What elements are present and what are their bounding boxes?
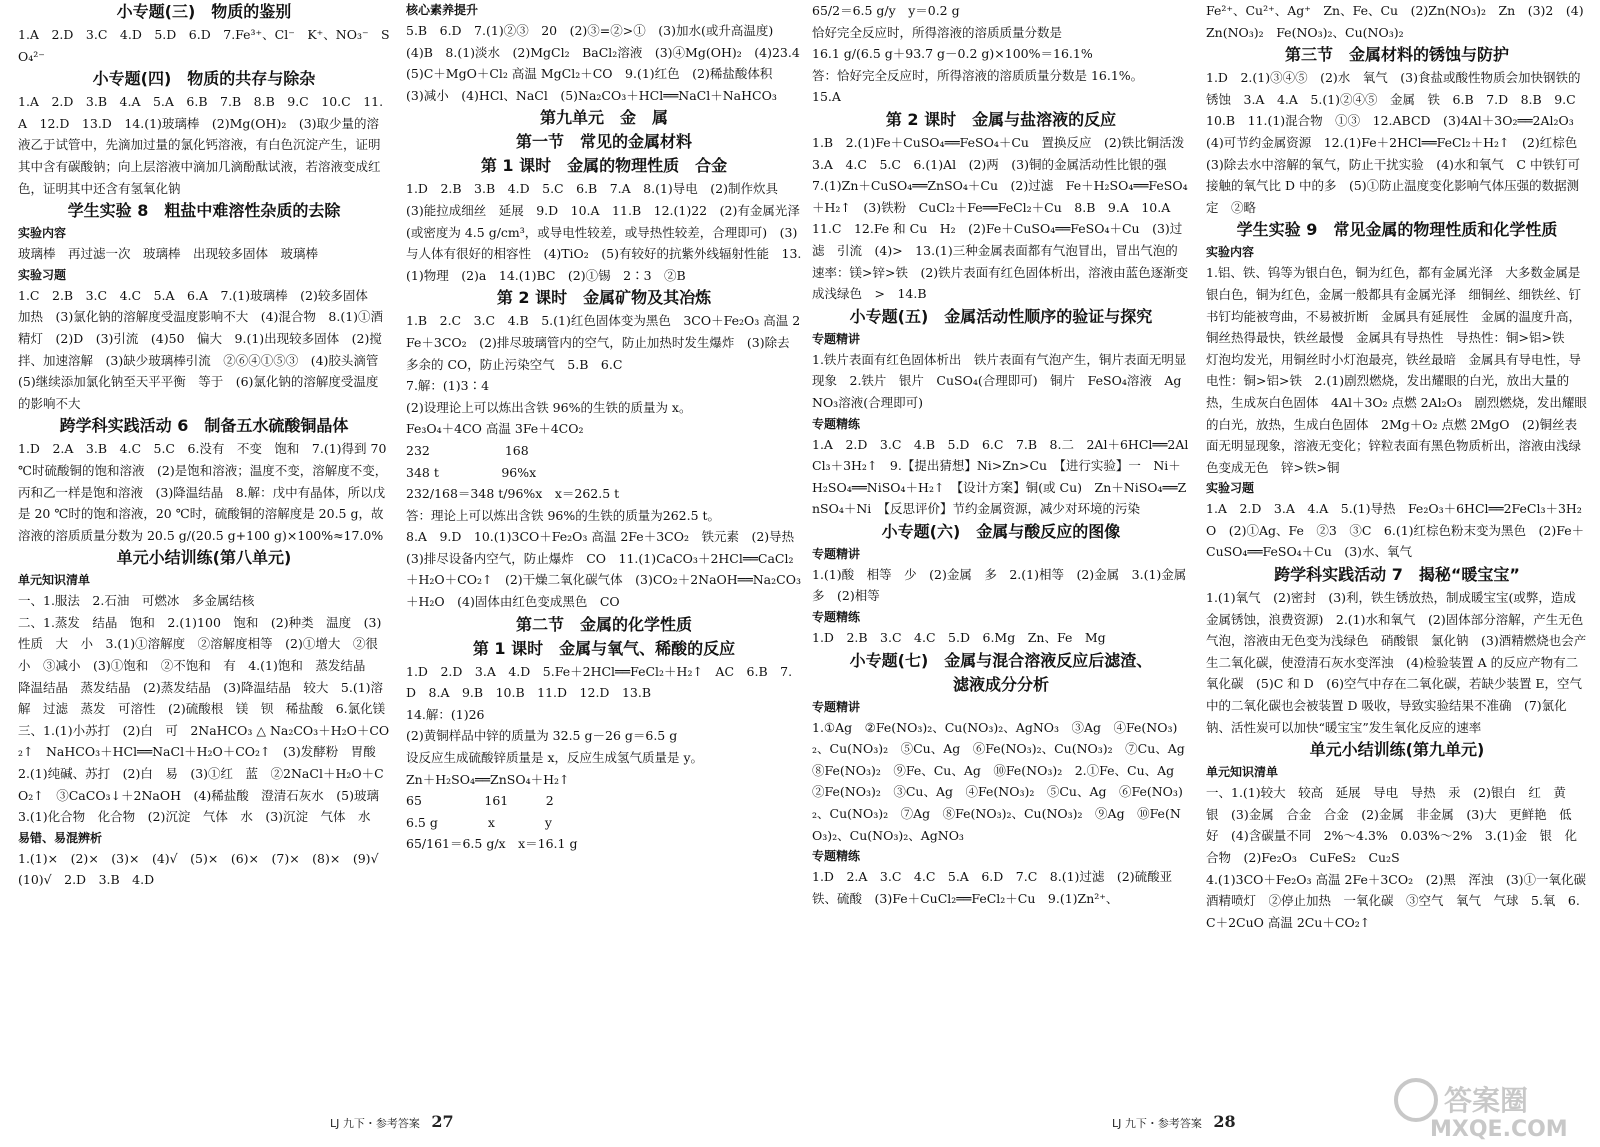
answer-text: (2)黄铜样品中锌的质量为 32.5 g－26 g＝6.5 g — [406, 728, 678, 744]
answer-text: 1.①Ag ②Fe(NO₃)₂、Cu(NO₃)₂、AgNO₃ ③Ag ④Fe(NO₃)₂、Cu(NO₃)₂ ⑤Cu、Ag ⑥Fe(NO₃)₂、Cu(NO₃)₂ ⑦Cu、Ag ⑧Fe(NO₃)₂ ⑨Fe、Cu、Ag ⑩Fe(NO₃)₂ 2.①Fe、Cu、Ag ②Fe(NO₃)₂ ③Cu、Ag ④Fe(NO₃)₂ ⑤Cu、Ag ⑥Fe(NO₃)₂、Cu(NO₃)₂ ⑦Ag ⑧Fe(NO₃)₂、Cu(NO₃)₂ ⑨Ag ⑩Fe(NO₃)₂、Cu(NO₃)₂、AgNO₃ — [812, 719, 1198, 843]
section-heading: 滤液成分分析 — [952, 674, 1049, 694]
section-heading: 小专题(四) 物质的共存与除杂 — [92, 69, 316, 89]
answer-text: 1.D 2.B 3.B 4.D 5.C 6.B 7.A 8.(1)导电 (2)制作炊具 (3)能拉成细丝 延展 9.D 10.A 11.B 12.(1)22 (2)有金属光泽(或密度为 4.5 g/cm³，或导电性较差，或导热性较差，合理即可) (3)与人体有很好的相容性 (4)TiO₂ (5)有较好的抗紫外线辐射性能 13.(1)物理 (2)a 14.(1)BC (2)①锡 2∶3 ②B — [406, 181, 802, 283]
answer-text: 1.A 2.D 3.B 4.A 5.A 6.B 7.B 8.B 9.C 10.C 11.A 12.D 13.D 14.(1)玻璃棒 (2)Mg(OH)₂ (3)取少量的溶液乙于试管中，先滴加过量的氯化钙溶液，有白色沉淀产生，证明其中含有碳酸钠；向上层溶液中滴加几滴酚酞试液，若溶液变成红色，证明其中还含有氢氧化钠 — [18, 94, 384, 196]
answer-text: 1.(1)× (2)× (3)× (4)√ (5)× (6)× (7)× (8)× (9)√ (10)√ 2.D 3.B 4.D — [18, 850, 392, 888]
answer-text: (2)设理论上可以炼出含铁 96%的生铁的质量为 x。 — [406, 399, 692, 415]
subsection-label: 单元知识清单 — [18, 573, 91, 588]
answer-text: 1.D 2.B 3.C 4.C 5.D 6.Mg Zn、Fe Mg — [812, 630, 1106, 646]
section-heading: 第 1 课时 金属与氧气、稀酸的反应 — [472, 638, 736, 658]
section-heading: 小专题(五) 金属活动性顺序的验证与探究 — [849, 306, 1153, 326]
column-3 — [812, 0, 1199, 909]
page-footer-right — [1112, 1112, 1236, 1131]
answer-text: 1.A 2.D 3.C 4.B 5.D 6.C 7.B 8.二 2Al＋6HCl══2AlCl₃＋3H₂↑ 9.【提出猜想】Ni>Zn>Cu 【进行实验】一 Ni＋H₂SO₄══NiSO₄＋H₂↑ 【设计方案】铜(或 Cu) Zn＋NiSO₄══ZnSO₄＋Ni 【反思评价】节约金属资源，减少对环境的污染 — [812, 436, 1189, 517]
answer-text: 348 t 96%x — [406, 464, 537, 480]
section-heading: 第 1 课时 金属的物理性质 合金 — [480, 156, 728, 176]
answer-text: 1.D 2.A 3.B 4.C 5.C 6.没有 不变 饱和 7.(1)得到 70 ℃时硫酸铜的饱和溶液 (2)是饱和溶液；温度不变，溶解度不变，丙和乙一样是饱和溶液 (3)降温结晶 8.解：戊中有晶体，所以戊是 20 ℃时的饱和溶液，20 ℃时，硫酸铜的溶解度是 20.5 g，故溶液的溶质质量分数为 20.5 g/(20.5 g+100 g)×100%≈17.0% — [18, 441, 388, 543]
section-heading: 第一节 常见的金属材料 — [515, 132, 692, 152]
answer-text: 1.(1)酸 相等 少 (2)金属 多 2.(1)相等 (2)金属 3.(1)金属 多 (2)相等 — [812, 566, 1199, 604]
section-heading: 第 2 课时 金属矿物及其冶炼 — [496, 288, 712, 308]
section-heading: 学生实验 9 常见金属的物理性质和化学性质 — [1236, 220, 1558, 240]
answer-text: 一、1.(1)较大 较高 延展 导电 导热 汞 (2)银白 红 黄 银 (3)金属 合金 合金 (2)金属 非金属 (3)大 更鲜艳 低 好 (4)含碳量不同 2%～4.3% 0.03%～2% 3.(1)金 银 化合物 (2)Fe₂O₃ CuFeS₂ Cu₂S — [1206, 785, 1585, 865]
section-heading: 单元小结训练(第八单元) — [116, 548, 292, 568]
watermark-text: 答案圈 — [1444, 1084, 1529, 1117]
answer-text: 一、1.服法 2.石油 可燃冰 多金属结核 — [18, 593, 255, 609]
answer-text: 1.D 2.(1)③④⑤ (2)水 氧气 (3)食盐或酸性物质会加快钢铁的锈蚀 3.A 4.A 5.(1)②④⑤ 金属 铁 6.B 7.D 8.B 9.C 10.B 11.(1)混合物 ①③ 12.ABCD (3)4Al＋3O₂══2Al₂O₃ (4)可节约金属资源 12.(1)Fe＋2HCl══FeCl₂＋H₂↑ (2)红棕色 (3)除去水中溶解的氧气，防止干扰实验 (4)水和氧气 C 中铁钉可接触的氧气比 D 中的多 (5)①防止温度变化影响气体压强的数据测定 ②略 — [1206, 70, 1590, 215]
subsection-label: 核心素养提升 — [406, 3, 479, 17]
answer-text: 1.B 2.C 3.C 4.B 5.(1)红色固体变为黑色 3CO＋Fe₂O₃ 高温 2Fe＋3CO₂ (2)排尽玻璃管内的空气，防止加热时发生爆炸 (3)除去多余的 CO，防止污染空气 5.B 6.C — [406, 313, 801, 372]
answer-text: 14.解：(1)26 — [406, 706, 485, 722]
answer-text: 1.铝、铁、钨等为银白色，铜为红色，都有金属光泽 大多数金属是银白色，铜为红色，金属一般都具有金属光泽 细铜丝、细铁丝、钉书钉均能被弯曲，不易被折断 金属具有延展性 金属的温度升高，铜丝热得最快，铁丝最慢 金属具有导热性 导热性：铜>铝>铁 灯泡均发光，用铜丝时小灯泡最亮，铁丝最暗 金属具有导电性，导电性：铜>铝>铁 2.(1)剧烈燃烧，发出耀眼的白光，放出大量的热，生成灰白色固体 4Al＋3O₂ 点燃 2Al₂O₃ 剧烈燃烧，发出耀眼的白光，放热，生成白色固体 2Mg＋O₂ 点燃 2MgO (2)铜丝表面无明显现象，溶液无变化；锌粒表面有黑色物质析出，溶液由浅绿色变成无色 锌>铁>铜 — [1206, 265, 1587, 475]
section-heading: 跨学科实践活动 6 制备五水硫酸铜晶体 — [59, 416, 349, 436]
answer-text: 15.A — [812, 89, 841, 105]
column-4 — [1206, 0, 1599, 933]
answer-text: 65/2＝6.5 g/y y＝0.2 g — [812, 3, 960, 18]
subsection-label: 专题精练 — [812, 610, 861, 625]
subsection-label: 实验内容 — [1206, 245, 1255, 260]
watermark-circle-icon — [1396, 1080, 1436, 1120]
answer-text: 232 168 — [406, 442, 529, 458]
subsection-label: 专题精讲 — [812, 699, 861, 714]
answer-text: 1.D 2.D 3.A 4.D 5.Fe＋2HCl══FeCl₂＋H₂↑ AC 6.B 7.D 8.A 9.B 10.B 11.D 12.D 13.B — [406, 663, 793, 701]
section-heading: 跨学科实践活动 7 揭秘“暖宝宝” — [1274, 565, 1520, 585]
answer-text: Zn＋H₂SO₄══ZnSO₄＋H₂↑ — [406, 771, 570, 787]
answer-text: 65 161 2 — [406, 793, 554, 809]
section-heading: 单元小结训练(第九单元) — [1309, 740, 1485, 760]
answer-text: Fe²⁺、Cu²⁺、Ag⁺ Zn、Fe、Cu (2)Zn(NO₃)₂ Zn (3)2 (4)Zn(NO₃)₂ Fe(NO₃)₂、Cu(NO₃)₂ — [1206, 3, 1584, 40]
section-heading: 小专题(三) 物质的鉴别 — [116, 2, 292, 21]
answer-text: 设反应生成硫酸锌质量是 x，反应生成氢气质量是 y。 — [406, 750, 704, 766]
answer-text: 7.解：(1)3∶4 — [406, 378, 490, 394]
answer-text: 答：恰好完全反应时，所得溶液的溶质质量分数是 16.1%。 — [812, 67, 1144, 83]
answer-text: 恰好完全反应时，所得溶液的溶质质量分数是 — [812, 24, 1063, 40]
subsection-label: 实验习题 — [1206, 481, 1255, 496]
answer-text: 1.C 2.B 3.C 4.C 5.A 6.A 7.(1)玻璃棒 (2)较多固体 加热 (3)氯化钠的溶解度受温度影响不大 (4)混合物 8.(1)①酒精灯 (2)D (3)引流 (4)50 偏大 9.(1)出现较多固体 (2)搅拌、加速溶解 (3)缺少玻璃棒引流 ②⑥④①⑤③ (4)胶头滴管 (5)继续添加氯化钠至天平平衡 等于 (6)氯化钠的溶解度受温度的影响不大 — [18, 287, 391, 411]
subsection-label: 实验习题 — [18, 267, 67, 282]
answer-text: Fe₃O₄＋4CO 高温 3Fe＋4CO₂ — [406, 421, 584, 437]
page-number: 27 — [431, 1112, 454, 1131]
answer-text: 16.1 g/(6.5 g＋93.7 g－0.2 g)×100%＝16.1% — [812, 46, 1093, 62]
subsection-label: 专题精练 — [812, 849, 861, 864]
subsection-label: 实验内容 — [18, 226, 67, 241]
watermark-logo — [1390, 1072, 1590, 1142]
answer-text: 1.A 2.D 3.C 4.D 5.D 6.D 7.Fe³⁺、Cl⁻ K⁺、NO₃⁻ SO₄²⁻ — [18, 27, 390, 64]
footer-label: LJ 九下・参考答案 — [330, 1117, 420, 1130]
subsection-label: 单元知识清单 — [1206, 765, 1279, 780]
subsection-label: 易错、易混辨析 — [18, 830, 103, 845]
section-heading: 第三节 金属材料的锈蚀与防护 — [1284, 45, 1509, 65]
column-1 — [18, 0, 390, 891]
answer-text: 答：理论上可以炼出含铁 96%的生铁的质量为262.5 t。 — [406, 507, 721, 523]
answer-text: 1.(1)氧气 (2)密封 (3)利，铁生锈放热，制成暖宝宝(或弊，造成金属锈蚀，浪费资源) 2.(1)水和氧气 (2)固体部分溶解，产生无色气泡，溶液由无色变为浅绿色 硝酸银 氯化钠 (3)酒精燃烧也会产生二氧化碳，使澄清石灰水变浑浊 (4)检验装置 A 的反应产物有二氧化碳 (5)C 和 D (6)空气中存在二氧化碳，若缺少装置 E，空气中的二氧化碳也会被装置 D 吸收，导致实验结果不准确 (7)氯化钠、活性炭可以加快“暖宝宝”发生氧化反应的速率 — [1206, 590, 1587, 735]
answer-text: 1.B 2.(1)Fe＋CuSO₄══FeSO₄＋Cu 置换反应 (2)铁比铜活泼 3.A 4.C 5.C 6.(1)Al (2)两 (3)铜的金属活动性比银的强 7.(1)Zn＋CuSO₄══ZnSO₄＋Cu (2)过滤 Fe＋H₂SO₄══FeSO₄＋H₂↑ (3)铁粉 CuCl₂＋Fe══FeCl₂＋Cu 8.B 9.A 10.A 11.C 12.Fe 和 Cu H₂ (2)Fe＋CuSO₄══FeSO₄＋Cu (3)过滤 引流 (4)> 13.(1)三种金属表面都有气泡冒出，冒出气泡的速率：镁>锌>铁 (2)铁片表面有红色固体析出，溶液由蓝色逐渐变成浅绿色 > 14.B — [812, 134, 1197, 302]
column-2 — [406, 0, 813, 855]
answer-text: 8.A 9.D 10.(1)3CO＋Fe₂O₃ 高温 2Fe＋3CO₂ 铁元素 (2)导热 (3)排尽设备内空气，防止爆炸 CO 11.(1)CaCO₃＋2HCl══CaCl₂＋H₂O＋CO₂↑ (2)干燥二氧化碳气体 (3)CO₂＋2NaOH══Na₂CO₃＋H₂O (4)固体由红色变成黑色 CO — [406, 529, 807, 610]
subsection-label: 专题精讲 — [812, 546, 861, 561]
answer-text: 232/168＝348 t/96%x x＝262.5 t — [406, 486, 620, 502]
watermark-url: MXQE.COM — [1430, 1117, 1568, 1142]
page-footer-left — [330, 1112, 454, 1131]
page-number: 28 — [1213, 1112, 1236, 1131]
answer-text: 1.D 2.A 3.C 4.C 5.A 6.D 7.C 8.(1)过滤 (2)硫酸亚铁、硫酸 (3)Fe＋CuCl₂══FeCl₂＋Cu 9.(1)Zn²⁺、 — [812, 869, 1173, 906]
subsection-label: 专题精练 — [812, 416, 861, 431]
answer-text: 4.(1)3CO＋Fe₂O₃ 高温 2Fe＋3CO₂ (2)黑 浑浊 (3)①一氧化碳 酒精喷灯 ②停止加热 一氧化碳 ③空气 氧气 气球 5.氧 6.C＋2CuO 高温 2Cu＋CO₂↑ — [1206, 871, 1599, 930]
answer-text: 三、1.(1)小苏打 (2)白 可 2NaHCO₃ △ Na₂CO₃＋H₂O＋CO₂↑ NaHCO₃＋HCl══NaCl＋H₂O＋CO₂↑ (3)发酵粉 胃酸 2.(1)纯碱、苏打 (2)白 易 (3)①红 蓝 ②2NaCl＋H₂O＋CO₂↑ ③CaCO₃↓＋2NaOH (4)稀盐酸 澄清石灰水 (5)玻璃 3.(1)化合物 化合物 (2)沉淀 气体 水 (3)沉淀 气体 水 — [18, 722, 392, 825]
section-heading: 第二节 金属的化学性质 — [515, 614, 692, 634]
section-heading: 第九单元 金 属 — [539, 108, 668, 128]
answer-text: 1.铁片表面有红色固体析出 铁片表面有气泡产生，铜片表面无明显现象 2.铁片 银片 CuSO₄(合理即可) 铜片 FeSO₄溶液 AgNO₃溶液(合理即可) — [812, 351, 1187, 410]
section-heading: 学生实验 8 粗盐中难溶性杂质的去除 — [67, 201, 341, 221]
answer-text: 玻璃棒 再过滤一次 玻璃棒 出现较多固体 玻璃棒 — [18, 246, 319, 262]
answer-text: 5.B 6.D 7.(1)②③ 20 (2)③=②>① (3)加水(或升高温度) (4)B 8.(1)淡水 (2)MgCl₂ BaCl₂溶液 (3)④Mg(OH)₂ (4)23.4 (5)C＋MgO＋Cl₂ 高温 MgCl₂＋CO 9.(1)红色 (2)稀盐酸体积 (3)减小 (4)HCl、NaCl (5)Na₂CO₃＋HCl══NaCl＋NaHCO₃ — [406, 23, 813, 103]
answer-text: 1.A 2.D 3.A 4.A 5.(1)导热 Fe₂O₃＋6HCl══2FeCl₃＋3H₂O (2)①Ag、Fe ②3 ③C 6.(1)红棕色粉末变为黑色 (2)Fe＋CuSO₄══FeSO₄＋Cu (3)水、氧气 — [1206, 501, 1585, 560]
answer-text: 二、1.蒸发 结晶 饱和 2.(1)100 饱和 (2)种类 温度 (3)性质 大 小 3.(1)①溶解度 ②溶解度相等 (2)①增大 ②很小 ③减小 (3)①饱和 ②不饱和 有 4.(1)饱和 蒸发结晶 降温结晶 蒸发结晶 (2)蒸发结晶 (3)降温结晶 较大 5.(1)溶解 过滤 蒸发 可溶性 (2)硫酸根 镁 钡 稀盐酸 6.氯化镁 — [18, 614, 386, 717]
answer-text: 6.5 g x y — [406, 814, 552, 830]
footer-label: LJ 九下・参考答案 — [1112, 1117, 1202, 1130]
answer-text: 65/161＝6.5 g/x x＝16.1 g — [406, 836, 578, 852]
section-heading: 小专题(七) 金属与混合溶液反应后滤渣、 — [849, 650, 1153, 670]
subsection-label: 专题精讲 — [812, 331, 861, 346]
section-heading: 第 2 课时 金属与盐溶液的反应 — [885, 109, 1117, 129]
section-heading: 小专题(六) 金属与酸反应的图像 — [881, 521, 1121, 541]
